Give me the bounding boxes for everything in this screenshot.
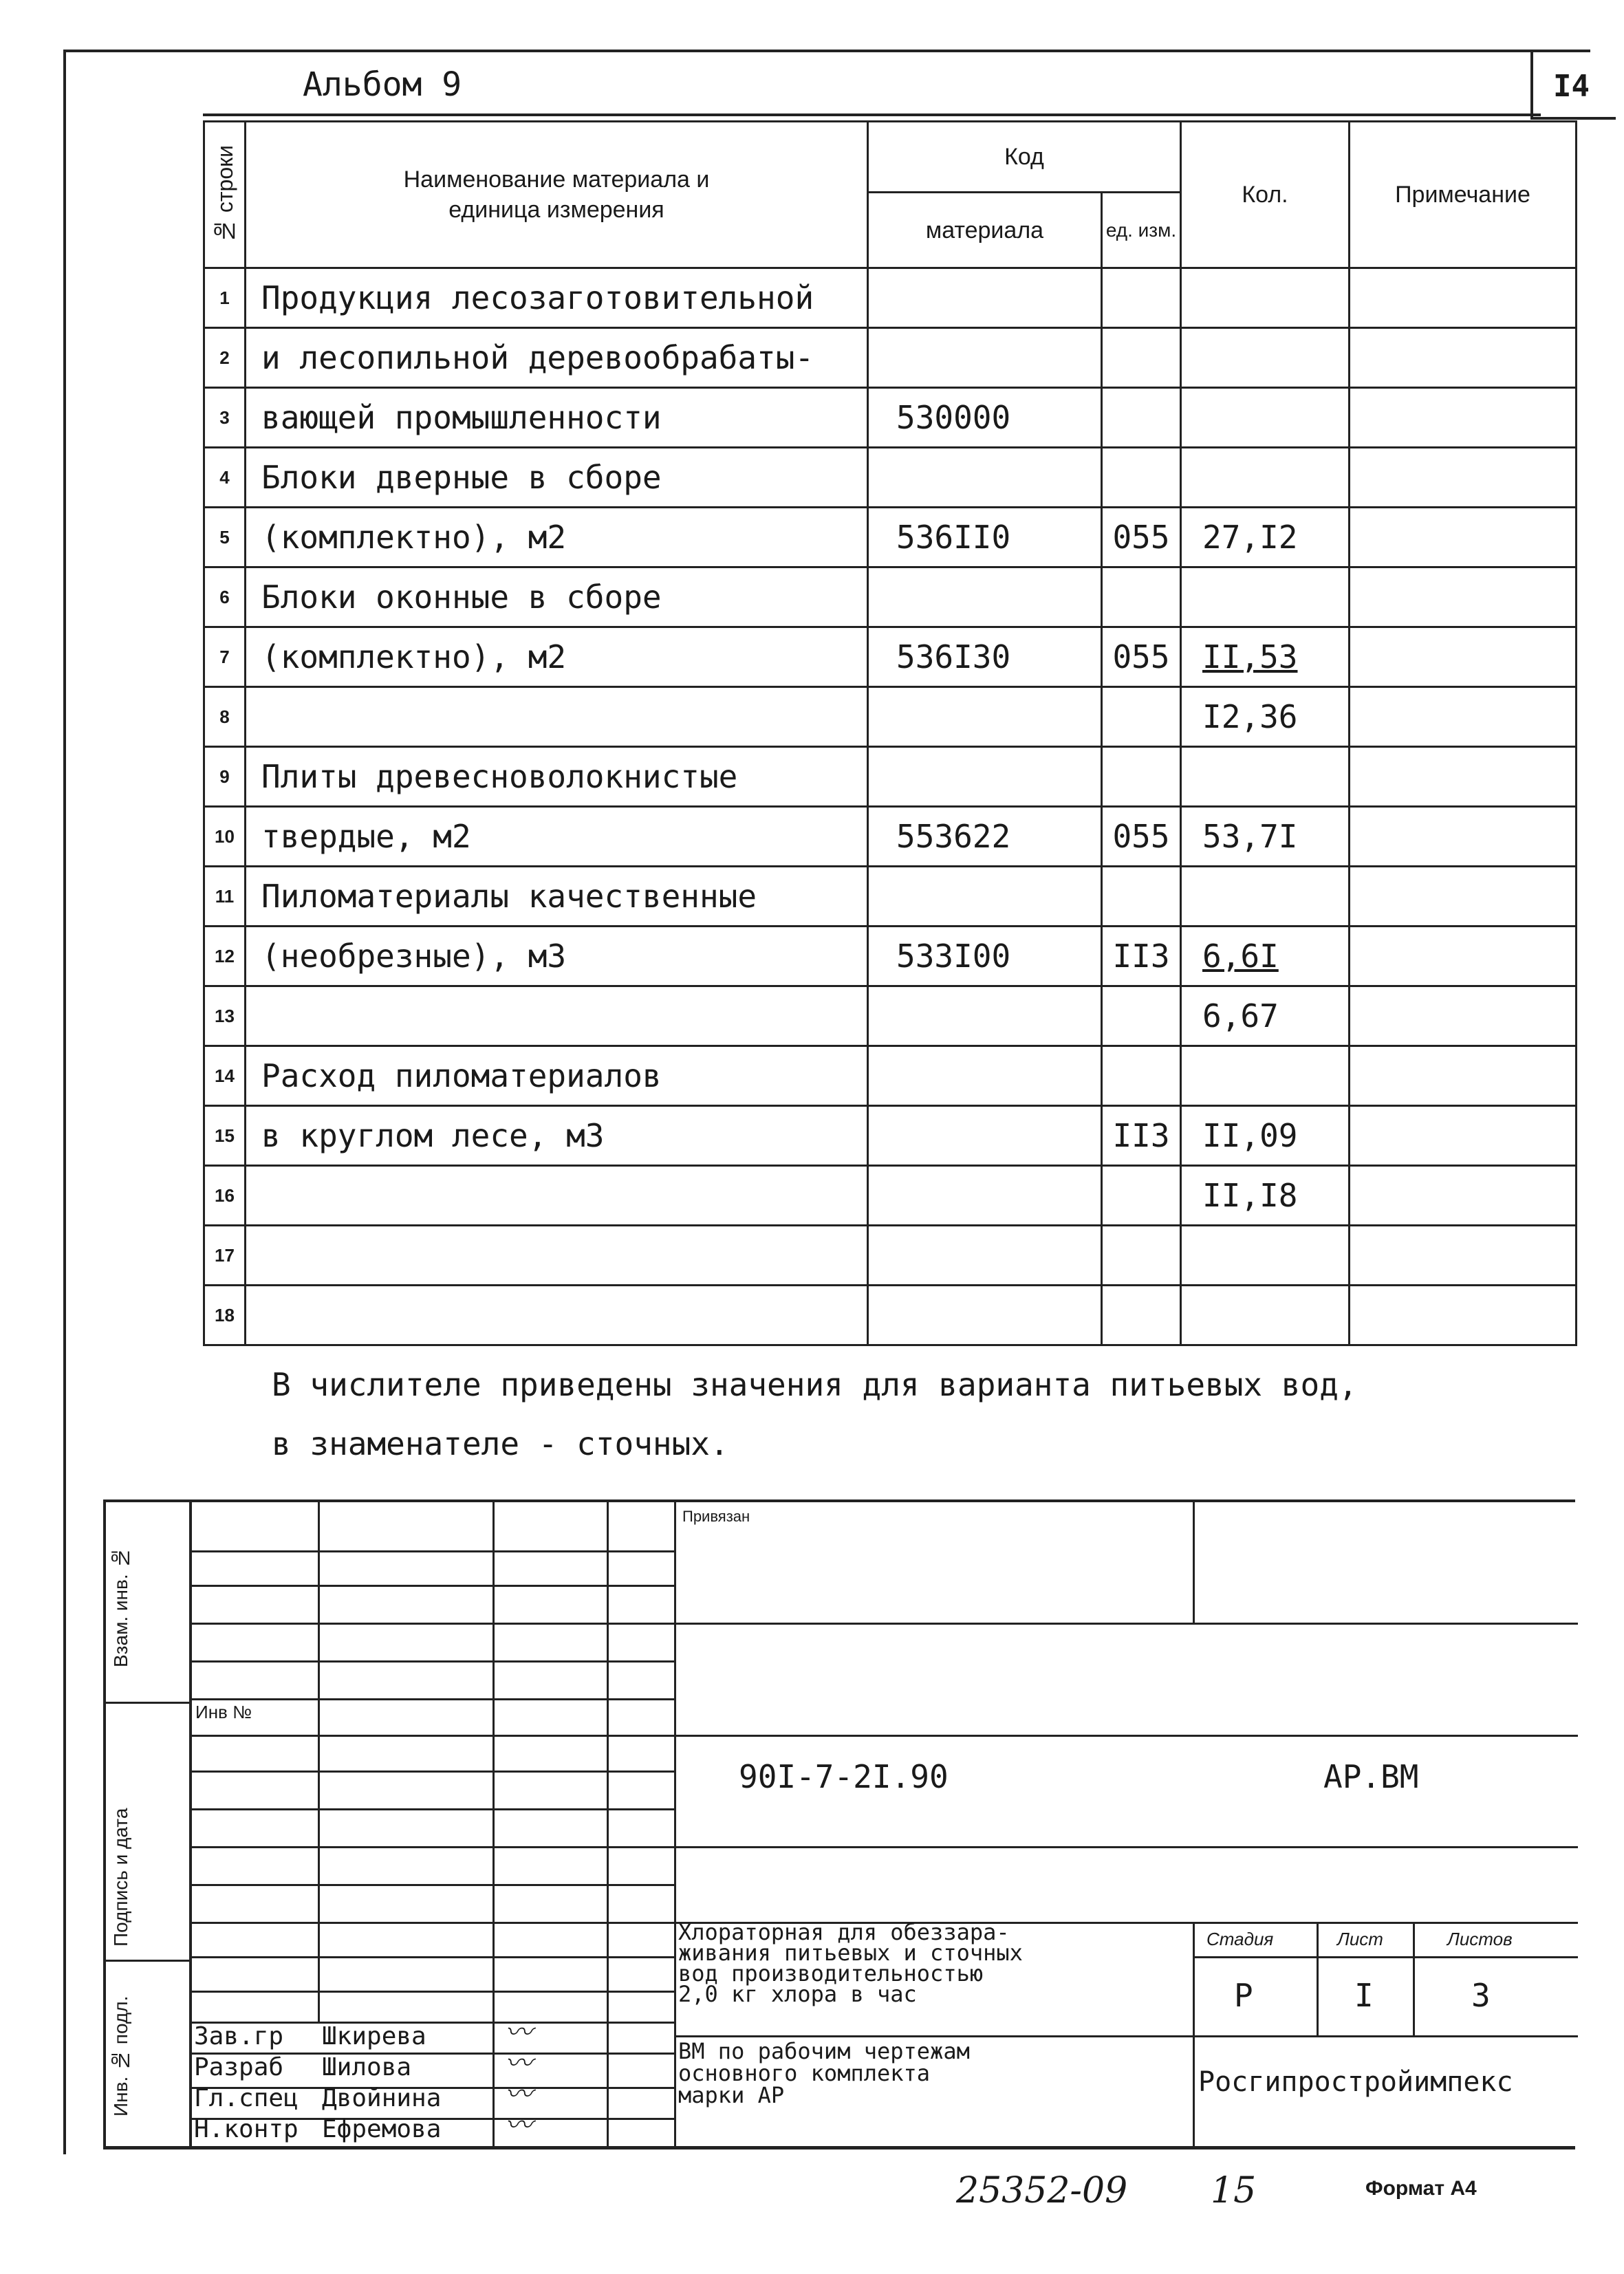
row-number: 4 bbox=[204, 448, 246, 508]
quantity: I2,36 bbox=[1181, 687, 1350, 747]
stamp-grid-line bbox=[190, 1660, 675, 1663]
signature-name: Ефремова bbox=[322, 2115, 442, 2143]
unit-code bbox=[1102, 567, 1181, 627]
privyazan-divider bbox=[1193, 1502, 1195, 1623]
doc-code: 90I-7-2I.90 bbox=[739, 1758, 949, 1795]
table-row bbox=[204, 986, 1577, 1046]
row-number: 3 bbox=[204, 388, 246, 448]
material-code bbox=[868, 1166, 1102, 1226]
row-note bbox=[1350, 328, 1577, 388]
signature-role: Зав.гр bbox=[194, 2022, 284, 2050]
material-name: и лесопильной деревообрабаты- bbox=[246, 328, 868, 388]
stamp-grid-line bbox=[190, 1808, 675, 1810]
table-row bbox=[204, 1286, 1577, 1345]
signature-name: Двойнина bbox=[322, 2084, 442, 2112]
row-number: 17 bbox=[204, 1226, 246, 1286]
material-name: Продукция лесозаготовительной bbox=[246, 268, 868, 328]
object-title bbox=[678, 1919, 1187, 2007]
album-label: Альбом 9 bbox=[303, 65, 462, 104]
unit-code: II3 bbox=[1102, 1106, 1181, 1166]
stage-divider-1 bbox=[1317, 1922, 1319, 2035]
stage-header-line bbox=[1193, 1956, 1578, 1958]
material-code: 536II0 bbox=[868, 508, 1102, 567]
page-number: I4 bbox=[1553, 69, 1590, 104]
doc-mark: АР.ВМ bbox=[1323, 1758, 1419, 1795]
header-line bbox=[203, 113, 1541, 116]
line-r2 bbox=[674, 1735, 1578, 1737]
material-name: вающей промышленности bbox=[246, 388, 868, 448]
row-note bbox=[1350, 1166, 1577, 1226]
material-name: Расход пиломатериалов bbox=[246, 1046, 868, 1106]
material-code: 533I00 bbox=[868, 927, 1102, 986]
table-row bbox=[204, 927, 1577, 986]
row-number: 6 bbox=[204, 567, 246, 627]
footer-number: 25352-09 bbox=[956, 2170, 1128, 2211]
footnote-line-1: В числителе приведены значения для варианта питьевых вод, bbox=[272, 1366, 1358, 1403]
table-row bbox=[204, 807, 1577, 867]
stamp-grid-line bbox=[190, 1884, 675, 1886]
stamp-grid-line bbox=[190, 1771, 675, 1773]
quantity bbox=[1181, 448, 1350, 508]
table-row bbox=[204, 1226, 1577, 1286]
row-number: 5 bbox=[204, 508, 246, 567]
material-name: твердые, м2 bbox=[246, 807, 868, 867]
unit-code: 055 bbox=[1102, 627, 1181, 687]
stage-divider-2 bbox=[1413, 1922, 1415, 2035]
table-row bbox=[204, 687, 1577, 747]
row-note bbox=[1350, 1286, 1577, 1345]
quantity bbox=[1181, 567, 1350, 627]
side-divider-1 bbox=[106, 1702, 192, 1704]
row-number: 10 bbox=[204, 807, 246, 867]
row-note bbox=[1350, 807, 1577, 867]
stamp-grid-line bbox=[190, 1623, 675, 1625]
material-code bbox=[868, 1286, 1102, 1345]
signature-role: Разраб bbox=[194, 2053, 284, 2081]
material-code bbox=[868, 867, 1102, 927]
side-label-podp: Подпись и дата bbox=[110, 1808, 131, 1947]
signature-role: Гл.спец bbox=[194, 2084, 299, 2112]
quantity: 53,7I bbox=[1181, 807, 1350, 867]
header-code: Код bbox=[868, 122, 1181, 193]
material-name: (комплектно), м2 bbox=[246, 508, 868, 567]
row-number: 11 bbox=[204, 867, 246, 927]
stamp-grid-line bbox=[190, 1846, 675, 1848]
sheet-title-line-2: основного комплекта bbox=[678, 2060, 931, 2086]
material-code bbox=[868, 1046, 1102, 1106]
material-code: 536I30 bbox=[868, 627, 1102, 687]
table-row bbox=[204, 867, 1577, 927]
material-name bbox=[246, 1226, 868, 1286]
object-title-line-3: вод производительностью bbox=[678, 1960, 984, 1986]
stamp-grid-line bbox=[190, 1735, 675, 1737]
quantity bbox=[1181, 328, 1350, 388]
unit-code bbox=[1102, 1046, 1181, 1106]
sheet-value: I bbox=[1354, 1977, 1374, 2014]
table-row bbox=[204, 1046, 1577, 1106]
table-row bbox=[204, 567, 1577, 627]
header-code-unit: ед. изм. bbox=[1102, 193, 1181, 268]
row-number: 13 bbox=[204, 986, 246, 1046]
sheets-label: Листов bbox=[1447, 1929, 1513, 1949]
sheet-label: Лист bbox=[1337, 1929, 1383, 1949]
unit-code: 055 bbox=[1102, 508, 1181, 567]
material-name: Блоки дверные в сборе bbox=[246, 448, 868, 508]
material-code bbox=[868, 567, 1102, 627]
quantity bbox=[1181, 867, 1350, 927]
table-row bbox=[204, 747, 1577, 807]
material-code bbox=[868, 1106, 1102, 1166]
material-name bbox=[246, 687, 868, 747]
grid-col-3 bbox=[492, 1502, 495, 2149]
row-number: 16 bbox=[204, 1166, 246, 1226]
unit-code bbox=[1102, 268, 1181, 328]
quantity: II,53 bbox=[1181, 627, 1350, 687]
footnote bbox=[272, 1355, 1358, 1473]
row-note bbox=[1350, 388, 1577, 448]
material-code bbox=[868, 986, 1102, 1046]
material-code bbox=[868, 448, 1102, 508]
quantity bbox=[1181, 747, 1350, 807]
footnote-line-2: в знаменателе - сточных. bbox=[272, 1425, 729, 1462]
unit-code bbox=[1102, 986, 1181, 1046]
signature-name: Шкирева bbox=[322, 2022, 426, 2050]
table-row bbox=[204, 508, 1577, 567]
unit-code bbox=[1102, 867, 1181, 927]
stage-label: Стадия bbox=[1206, 1929, 1274, 1949]
header-rownum: № строки bbox=[204, 122, 246, 268]
quantity bbox=[1181, 1286, 1350, 1345]
signature-mark: 〰 bbox=[505, 2110, 532, 2141]
row-number: 1 bbox=[204, 268, 246, 328]
grid-col-4 bbox=[607, 1502, 609, 2149]
material-name: (необрезные), м3 bbox=[246, 927, 868, 986]
signature-mark: 〰 bbox=[505, 2048, 532, 2079]
side-label-inv: Инв. № подл. bbox=[110, 1995, 131, 2116]
row-note bbox=[1350, 986, 1577, 1046]
row-number: 14 bbox=[204, 1046, 246, 1106]
side-divider-2 bbox=[106, 1960, 192, 1962]
material-code: 553622 bbox=[868, 807, 1102, 867]
object-title-line-4: 2,0 кг хлора в час bbox=[678, 1981, 917, 2007]
stamp-grid-line bbox=[190, 1991, 675, 1993]
inv-no-label: Инв № bbox=[195, 1702, 252, 1722]
sheet-title-line-1: ВМ по рабочим чертежам bbox=[678, 2038, 970, 2064]
material-name bbox=[246, 986, 868, 1046]
row-note bbox=[1350, 867, 1577, 927]
row-number: 18 bbox=[204, 1286, 246, 1345]
unit-code bbox=[1102, 388, 1181, 448]
quantity: II,I8 bbox=[1181, 1166, 1350, 1226]
object-title-line-1: Хлораторная для обеззара- bbox=[678, 1919, 1010, 1945]
table-row bbox=[204, 627, 1577, 687]
table-row bbox=[204, 328, 1577, 388]
row-number: 7 bbox=[204, 627, 246, 687]
title-block bbox=[103, 1499, 1575, 2150]
material-code bbox=[868, 328, 1102, 388]
sheet-title-line-3: марки АР bbox=[678, 2082, 785, 2108]
header-code-material: материала bbox=[868, 193, 1102, 268]
table-row bbox=[204, 388, 1577, 448]
row-note bbox=[1350, 687, 1577, 747]
signature-mark: 〰 bbox=[505, 2079, 532, 2110]
line-r3 bbox=[674, 1846, 1578, 1848]
row-note bbox=[1350, 627, 1577, 687]
grid-col-1 bbox=[190, 1502, 192, 2149]
unit-code bbox=[1102, 328, 1181, 388]
unit-code bbox=[1102, 687, 1181, 747]
row-note bbox=[1350, 567, 1577, 627]
quantity: II,09 bbox=[1181, 1106, 1350, 1166]
stamp-grid-line bbox=[190, 1698, 675, 1700]
row-number: 12 bbox=[204, 927, 246, 986]
material-name bbox=[246, 1286, 868, 1345]
row-number: 9 bbox=[204, 747, 246, 807]
material-name bbox=[246, 1166, 868, 1226]
table-row bbox=[204, 1166, 1577, 1226]
grid-col-2 bbox=[318, 1502, 320, 2022]
table-row bbox=[204, 448, 1577, 508]
row-number: 8 bbox=[204, 687, 246, 747]
unit-code bbox=[1102, 1226, 1181, 1286]
header-name: Наименование материала и единица измерения bbox=[246, 122, 868, 268]
sheets-value: 3 bbox=[1471, 1977, 1491, 2014]
stamp-grid-line bbox=[190, 1585, 675, 1587]
organization: Росгипростройимпекс bbox=[1198, 2066, 1513, 2098]
quantity: 6,67 bbox=[1181, 986, 1350, 1046]
material-code bbox=[868, 687, 1102, 747]
unit-code bbox=[1102, 1286, 1181, 1345]
material-name: Блоки оконные в сборе bbox=[246, 567, 868, 627]
grid-col-5 bbox=[674, 1502, 676, 2149]
unit-code bbox=[1102, 747, 1181, 807]
footer-page: 15 bbox=[1211, 2170, 1257, 2211]
table-row bbox=[204, 1106, 1577, 1166]
stamp-grid-line bbox=[190, 1922, 675, 1924]
quantity bbox=[1181, 268, 1350, 328]
unit-code bbox=[1102, 448, 1181, 508]
unit-code: 055 bbox=[1102, 807, 1181, 867]
quantity: 6,6I bbox=[1181, 927, 1350, 986]
stamp-grid-line bbox=[190, 1550, 675, 1552]
object-title-line-2: живания питьевых и сточных bbox=[678, 1940, 1023, 1966]
signature-mark: 〰 bbox=[505, 2017, 532, 2048]
sheet-title bbox=[678, 2040, 1187, 2106]
table-row bbox=[204, 268, 1577, 328]
format-label: Формат А4 bbox=[1365, 2177, 1477, 2200]
materials-table bbox=[203, 120, 1577, 1346]
row-note bbox=[1350, 1226, 1577, 1286]
material-code bbox=[868, 268, 1102, 328]
row-note bbox=[1350, 1046, 1577, 1106]
row-note bbox=[1350, 268, 1577, 328]
side-label-vzam: Взам. инв. № bbox=[110, 1547, 131, 1667]
material-name: Плиты древесноволокнистые bbox=[246, 747, 868, 807]
material-code bbox=[868, 747, 1102, 807]
quantity bbox=[1181, 388, 1350, 448]
row-note bbox=[1350, 1106, 1577, 1166]
privyazan-label: Привязан bbox=[682, 1508, 750, 1525]
title-divider-h bbox=[674, 2035, 1578, 2037]
quantity bbox=[1181, 1046, 1350, 1106]
row-number: 15 bbox=[204, 1106, 246, 1166]
material-code bbox=[868, 1226, 1102, 1286]
signature-name: Шилова bbox=[322, 2053, 412, 2081]
header-qty: Кол. bbox=[1181, 122, 1350, 268]
signature-role: Н.контр bbox=[194, 2115, 299, 2143]
unit-code bbox=[1102, 1166, 1181, 1226]
material-name: в круглом лесе, м3 bbox=[246, 1106, 868, 1166]
material-code: 530000 bbox=[868, 388, 1102, 448]
material-name: (комплектно), м2 bbox=[246, 627, 868, 687]
line-r1 bbox=[674, 1623, 1578, 1625]
row-note bbox=[1350, 508, 1577, 567]
row-note bbox=[1350, 448, 1577, 508]
quantity: 27,I2 bbox=[1181, 508, 1350, 567]
quantity bbox=[1181, 1226, 1350, 1286]
stage-value: Р bbox=[1234, 1977, 1253, 2014]
row-note bbox=[1350, 927, 1577, 986]
row-note bbox=[1350, 747, 1577, 807]
header-note: Примечание bbox=[1350, 122, 1577, 268]
material-name: Пиломатериалы качественные bbox=[246, 867, 868, 927]
row-number: 2 bbox=[204, 328, 246, 388]
stamp-grid-line bbox=[190, 1956, 675, 1958]
unit-code: II3 bbox=[1102, 927, 1181, 986]
